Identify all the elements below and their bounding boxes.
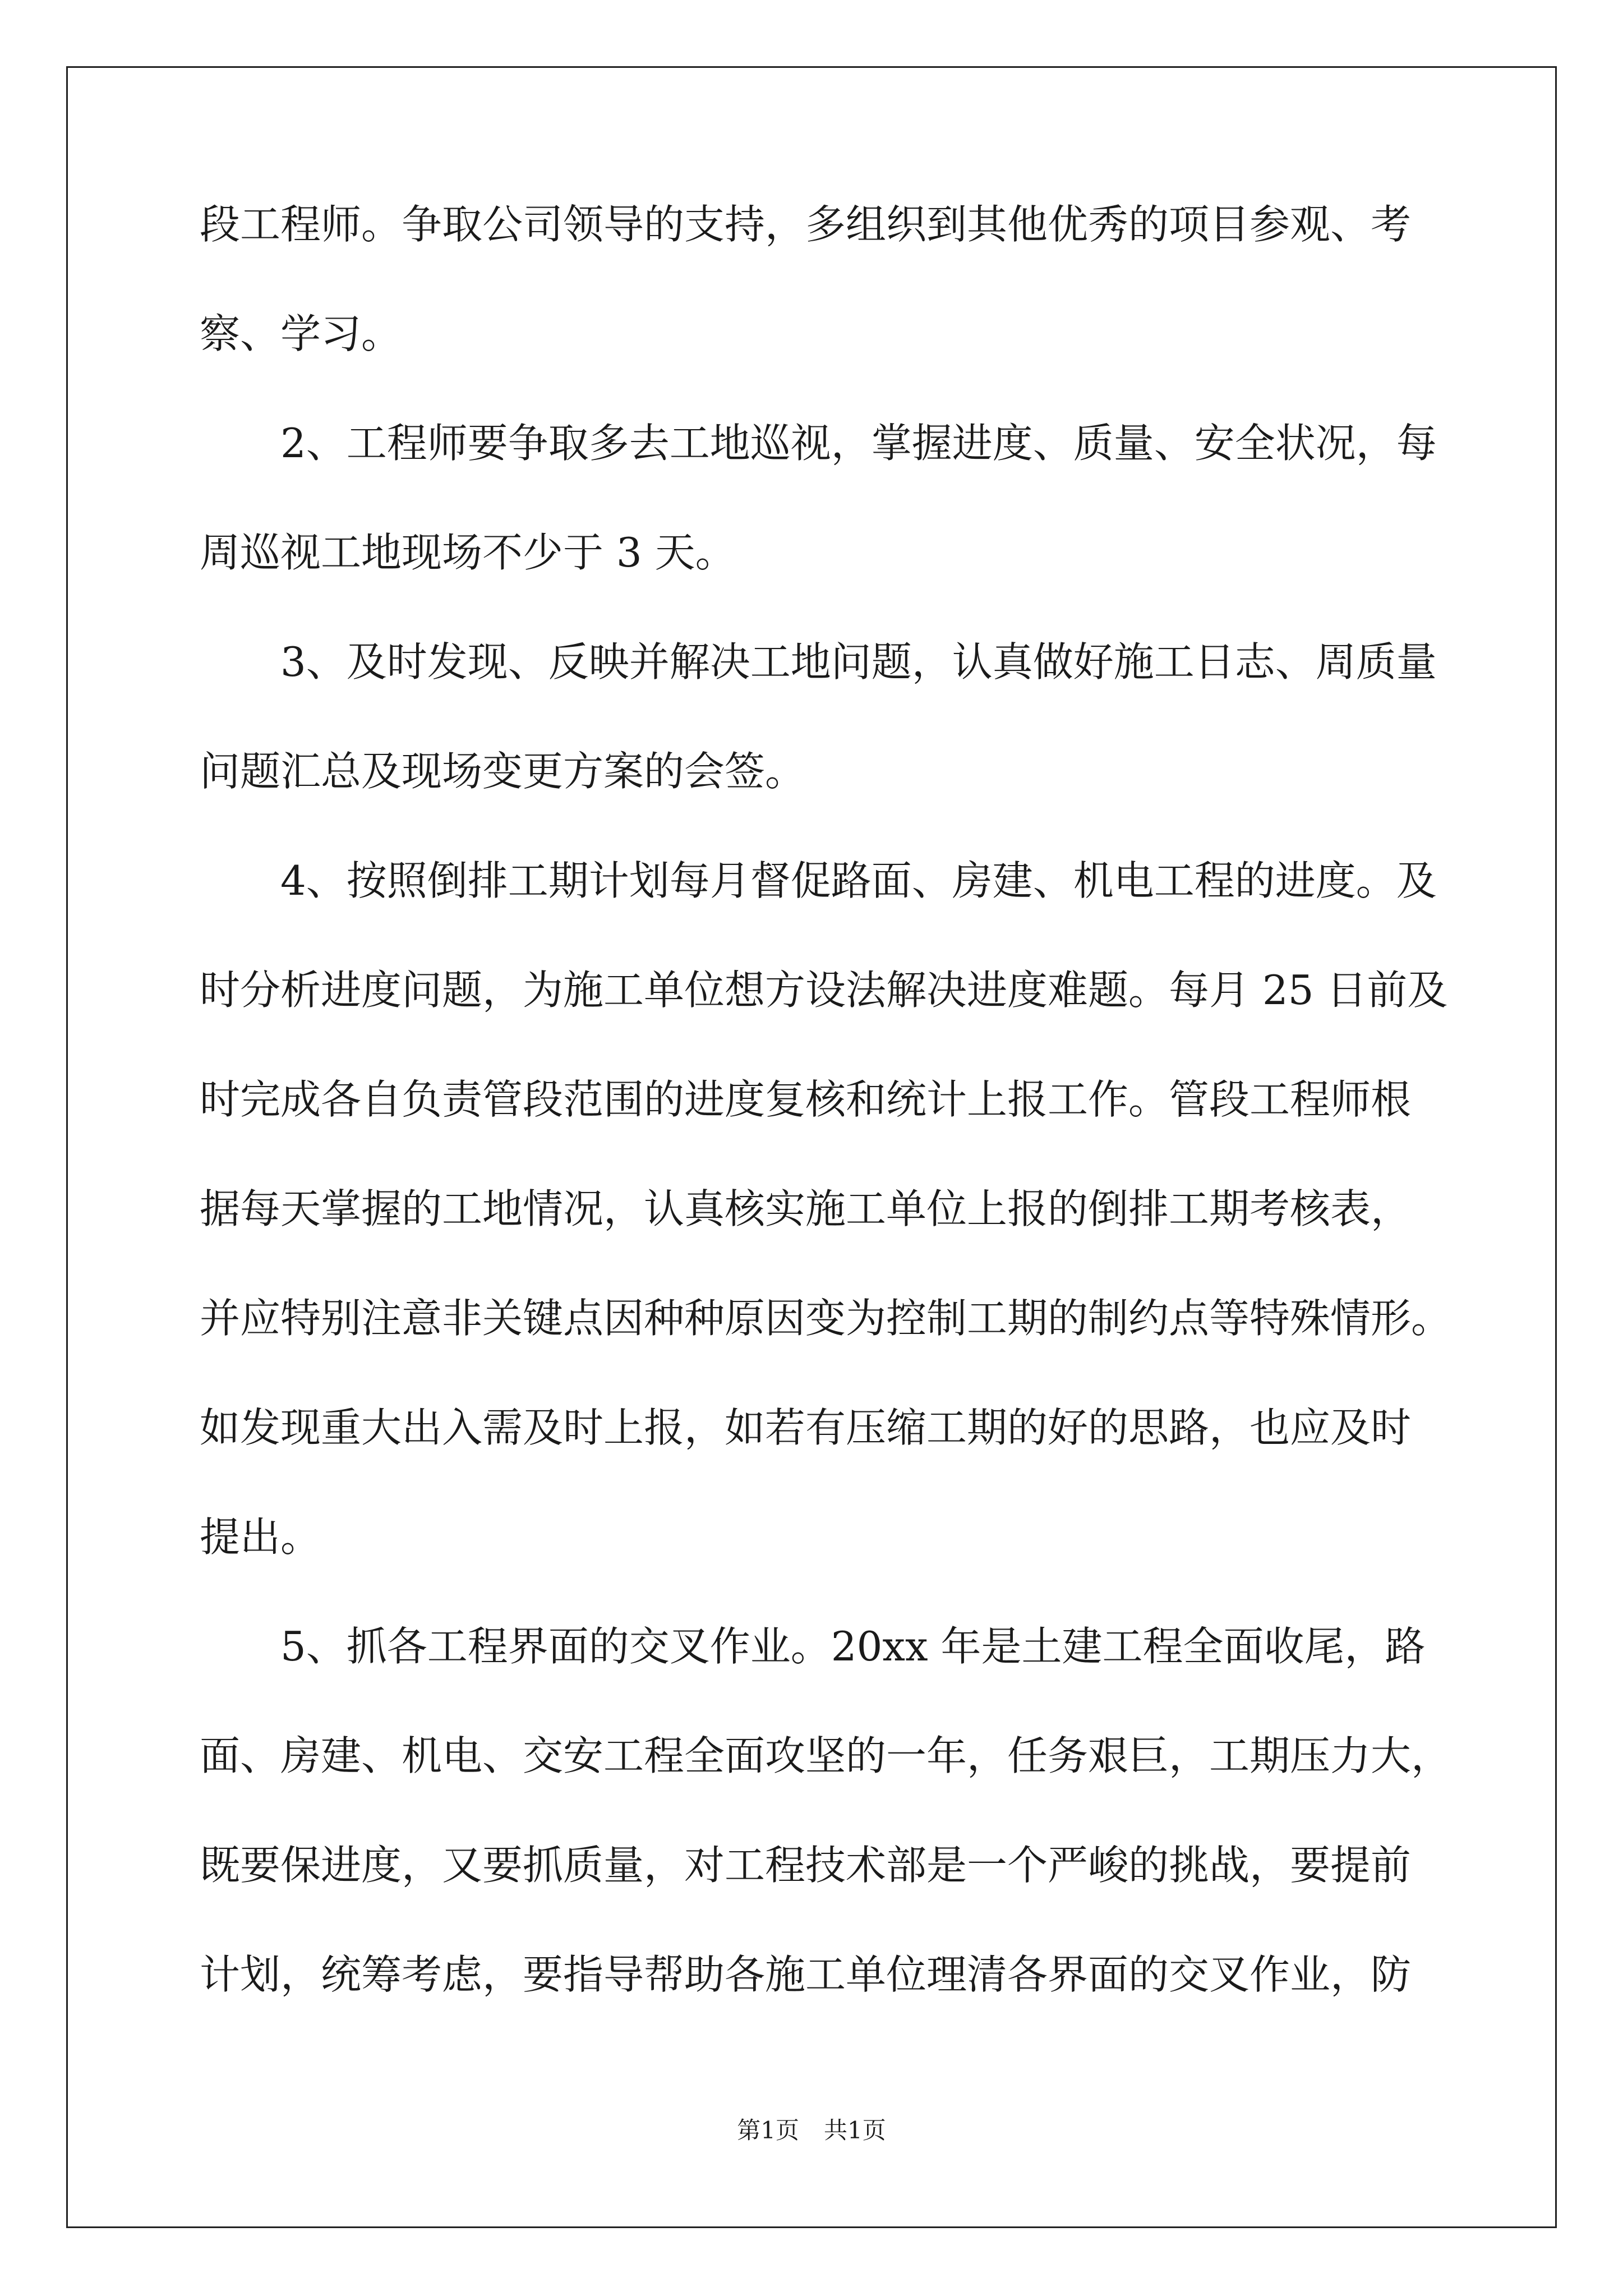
text-line: 面、房建、机电、交安工程全面攻坚的一年，任务艰巨，工期压力大，	[200, 1732, 1452, 1779]
text-line: 周巡视工地现场不少于 3 天。	[200, 529, 736, 576]
paragraph-4-first-line: 4、按照倒排工期计划每月督促路面、房建、机电工程的进度。及	[280, 857, 1437, 904]
text-line: 提出。	[200, 1513, 321, 1561]
page-footer	[0, 2114, 1623, 2147]
text-line: 察、学习。	[200, 310, 402, 357]
text-line: 并应特别注意非关键点因种种原因变为控制工期的制约点等特殊情形。	[200, 1295, 1452, 1342]
paragraph-2-first-line: 2、工程师要争取多去工地巡视，掌握进度、质量、安全状况，每	[280, 420, 1437, 467]
text-line: 如发现重大出入需及时上报，如若有压缩工期的好的思路，也应及时	[200, 1404, 1412, 1451]
text-line: 时完成各自负责管段范围的进度复核和统计上报工作。管段工程师根	[200, 1076, 1412, 1123]
text-line: 问题汇总及现场变更方案的会签。	[200, 748, 806, 795]
page-number: 第1页	[737, 2116, 799, 2144]
paragraph-5-first-line: 5、抓各工程界面的交叉作业。20xx 年是土建工程全面收尾，路	[280, 1623, 1426, 1670]
paragraph-3-first-line: 3、及时发现、反映并解决工地问题，认真做好施工日志、周质量	[280, 638, 1437, 685]
text-line: 既要保进度，又要抓质量，对工程技术部是一个严峻的挑战，要提前	[200, 1842, 1412, 1889]
page-total: 共1页	[824, 2116, 886, 2144]
page-border	[66, 66, 1557, 2228]
text-line: 段工程师。争取公司领导的支持，多组织到其他优秀的项目参观、考	[200, 201, 1412, 248]
text-line: 时分析进度问题，为施工单位想方设法解决进度难题。每月 25 日前及	[200, 967, 1448, 1014]
text-line: 计划，统筹考虑，要指导帮助各施工单位理清各界面的交叉作业，防	[200, 1951, 1412, 1998]
text-line: 据每天掌握的工地情况，认真核实施工单位上报的倒排工期考核表，	[200, 1185, 1412, 1232]
